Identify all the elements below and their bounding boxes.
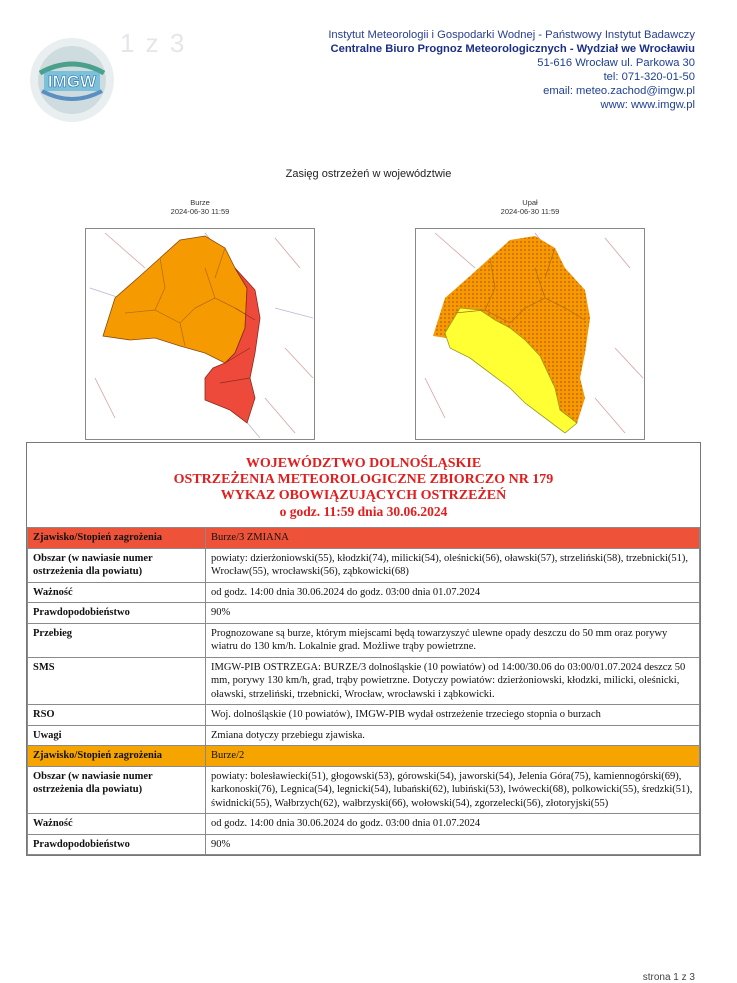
- warning1-sms-value: IMGW-PIB OSTRZEGA: BURZE/3 dolnośląskie (10 powiatów) od 14:00/30.06 do 03:00/01.07.2024 deszcz 50 mm, porywy 130 km/h, grad, trąby powietrzne. Dotyczy powiatów: dzierżoniowski, kłodzki, milicki, oleśnicki, oławski, strzeliński, trzebnicki, Wrocław, wrocławski i ząbkowicki.: [206, 657, 700, 705]
- imgw-logo: [22, 35, 122, 125]
- warning1-validity-value: od godz. 14:00 dnia 30.06.2024 do godz. 03:00 dnia 01.07.2024: [206, 582, 700, 603]
- table-row: [28, 834, 700, 855]
- bulletin-number: OSTRZEŻENIA METEOROLOGICZNE ZBIORCZO NR 179: [173, 472, 554, 487]
- bulletin-title: [27, 443, 700, 527]
- map-heat-label: Upał: [522, 198, 538, 207]
- map-storms: [85, 198, 315, 216]
- org-name: Instytut Meteorologii i Gospodarki Wodnej - Państwowy Instytut Badawczy: [328, 29, 695, 41]
- warning1-notes-value: Zmiana dotyczy przebiegu zjawiska.: [206, 725, 700, 746]
- warning1-header-key: Zjawisko/Stopień zagrożenia: [28, 528, 206, 549]
- page-number: strona 1 z 3: [642, 972, 695, 983]
- org-website[interactable]: www: www.imgw.pl: [600, 99, 695, 111]
- warning2-area-value: powiaty: bolesławiecki(51), głogowski(53), górowski(54), jaworski(54), Jelenia Góra(75), kamiennogórski(69), karkonoski(76), Legnica(54), legnicki(54), lubański(62), lubiński(53), lwówecki(68), polkowicki(55), średzki(51), świdnicki(55), Wałbrzych(62), wałbrzyski(66), wołowski(54), zgorzelecki(56), złotoryjski(55): [206, 766, 700, 814]
- warning1-rso-key: RSO: [28, 705, 206, 726]
- warning2-area-key: Obszar (w nawiasie numer ostrzeżenia dla powiatu): [28, 766, 206, 814]
- warning1-sms-key: SMS: [28, 657, 206, 705]
- warning1-area-key: Obszar (w nawiasie numer ostrzeżenia dla powiatu): [28, 548, 206, 582]
- map-heat: [415, 198, 645, 216]
- table-row: [28, 766, 700, 814]
- map-heat-image: [415, 228, 645, 440]
- map-heat-datetime: 2024-06-30 11:59: [500, 207, 560, 216]
- warning2-header-key: Zjawisko/Stopień zagrożenia: [28, 746, 206, 767]
- map-storms-datetime: 2024-06-30 11:59: [170, 207, 230, 216]
- warning1-course-value: Prognozowane są burze, którym miejscami będą towarzyszyć ulewne opady deszczu do 50 mm oraz porywy wiatru do 130 km/h. Lokalnie grad. Możliwe trąby powietrzne.: [206, 623, 700, 657]
- warning1-prob-value: 90%: [206, 603, 700, 624]
- warning2-validity-key: Ważność: [28, 814, 206, 835]
- warning1-notes-key: Uwagi: [28, 725, 206, 746]
- map-storms-image: [85, 228, 315, 440]
- page-watermark: 1 z 3: [120, 28, 187, 58]
- table-row: [28, 603, 700, 624]
- bulletin-region: WOJEWÓDZTWO DOLNOŚLĄSKIE: [245, 456, 482, 471]
- bulletin-time: o godz. 11:59 dnia 30.06.2024: [279, 504, 448, 519]
- warning1-area-value: powiaty: dzierżoniowski(55), kłodzki(74), milicki(54), oleśnicki(56), oławski(57), strzeliński(58), trzebnicki(51), Wrocław(55), wrocławski(56), ząbkowicki(68): [206, 548, 700, 582]
- maps-title: Zasięg ostrzeżeń w województwie: [285, 168, 452, 180]
- warning2-validity-value: od godz. 14:00 dnia 30.06.2024 do godz. 03:00 dnia 01.07.2024: [206, 814, 700, 835]
- organization-info: [328, 28, 695, 112]
- table-row: [28, 548, 700, 582]
- table-row: [28, 814, 700, 835]
- org-department: Centralne Biuro Prognoz Meteorologicznych - Wydział we Wrocławiu: [330, 43, 695, 55]
- org-phone: tel: 071-320-01-50: [603, 71, 695, 83]
- map-storms-label: Burze: [190, 198, 210, 207]
- warnings-grid: [27, 527, 700, 855]
- warning2-prob-key: Prawdopodobieństwo: [28, 834, 206, 855]
- warning1-course-key: Przebieg: [28, 623, 206, 657]
- warning1-prob-key: Prawdopodobieństwo: [28, 603, 206, 624]
- warning2-prob-value: 90%: [206, 834, 700, 855]
- table-row: [28, 657, 700, 705]
- svg-text:IMGW: IMGW: [47, 72, 97, 91]
- table-row: [28, 725, 700, 746]
- org-email[interactable]: email: meteo.zachod@imgw.pl: [543, 85, 695, 97]
- table-row: [28, 528, 700, 549]
- warning1-header-value: Burze/3 ZMIANA: [206, 528, 700, 549]
- warnings-table: [26, 442, 701, 856]
- page-header: [0, 0, 737, 150]
- table-row: [28, 582, 700, 603]
- bulletin-list-title: WYKAZ OBOWIĄZUJĄCYCH OSTRZEŻEŃ: [220, 488, 507, 503]
- table-row: [28, 623, 700, 657]
- warning1-rso-value: Woj. dolnośląskie (10 powiatów), IMGW-PIB wydał ostrzeżenie trzeciego stopnia o burzach: [206, 705, 700, 726]
- org-address: 51-616 Wrocław ul. Parkowa 30: [537, 57, 695, 69]
- table-row: [28, 746, 700, 767]
- warning2-header-value: Burze/2: [206, 746, 700, 767]
- warning1-validity-key: Ważność: [28, 582, 206, 603]
- table-row: [28, 705, 700, 726]
